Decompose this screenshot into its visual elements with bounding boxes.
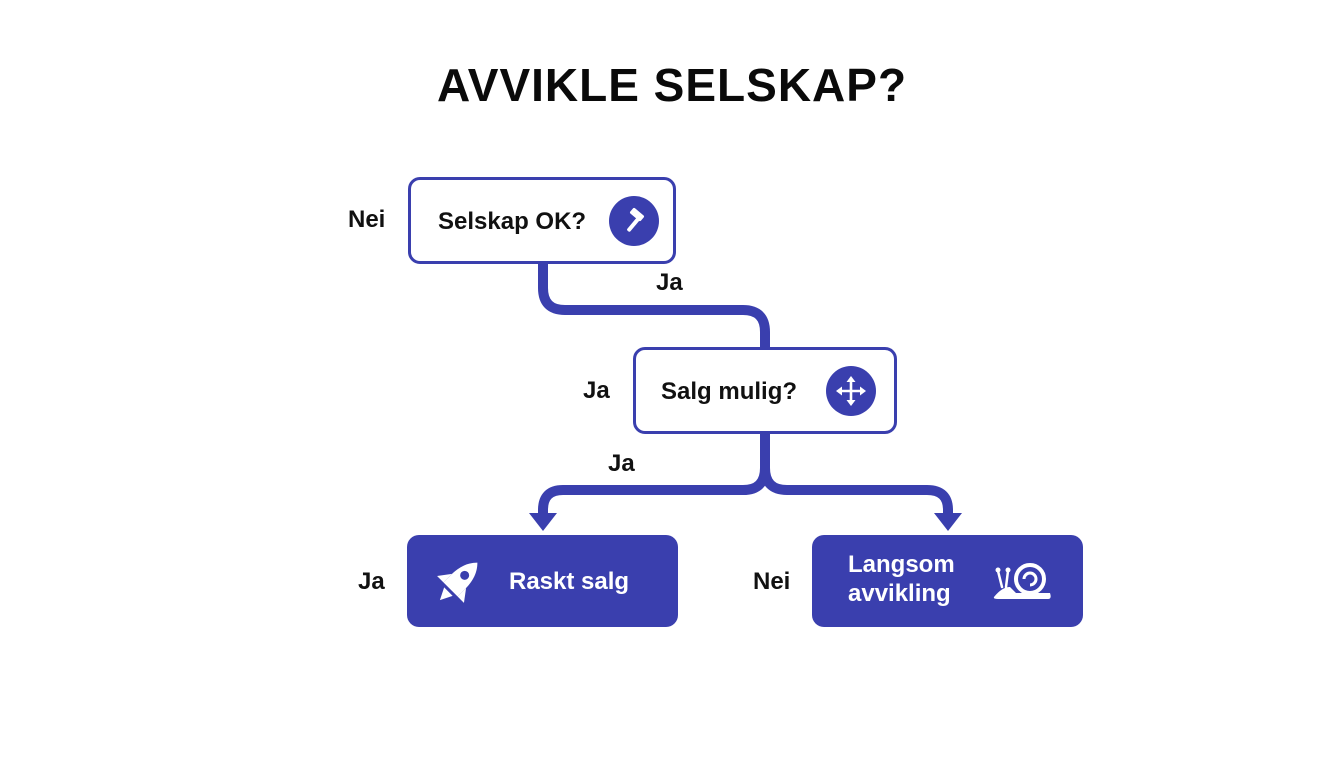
arrows-expand-icon bbox=[826, 366, 876, 416]
node-sale-possible bbox=[633, 347, 897, 434]
edge-label-quick-sale-ja: Ja bbox=[358, 568, 385, 595]
connector-ok-to-sale bbox=[543, 262, 765, 348]
edge-label-slow-liquidation-nei: Nei bbox=[753, 568, 791, 595]
node-slow-liquidation-label bbox=[848, 550, 955, 608]
hammer-icon bbox=[609, 196, 659, 246]
node-quick-sale-label: Raskt salg bbox=[509, 568, 630, 595]
diagram-title: AVVIKLE SELSKAP? bbox=[436, 59, 908, 111]
node-sale-possible-label: Salg mulig? bbox=[661, 378, 798, 405]
edge-label-sale-possible-side-ja: Ja bbox=[583, 377, 610, 404]
edge-label-company-ok-nei: Nei bbox=[348, 206, 386, 233]
edge-label-sale-possible-out-ja: Ja bbox=[608, 450, 635, 477]
snail-icon bbox=[990, 557, 1054, 605]
rocket-icon bbox=[429, 551, 489, 611]
node-slow-liquidation-label-line2: avvikling bbox=[848, 580, 951, 607]
arrowhead-slow-liquidation bbox=[934, 513, 962, 531]
arrowhead-quick-sale bbox=[529, 513, 557, 531]
node-quick-sale bbox=[407, 535, 678, 627]
node-slow-liquidation-label-line1: Langsom bbox=[848, 551, 955, 578]
node-company-ok-label: Selskap OK? bbox=[438, 208, 587, 235]
edge-label-company-ok-ja: Ja bbox=[656, 269, 683, 296]
connector-sale-to-slow bbox=[765, 468, 948, 516]
connector-sale-to-quick bbox=[543, 468, 765, 516]
node-company-ok bbox=[408, 177, 676, 264]
node-slow-liquidation bbox=[812, 535, 1083, 627]
